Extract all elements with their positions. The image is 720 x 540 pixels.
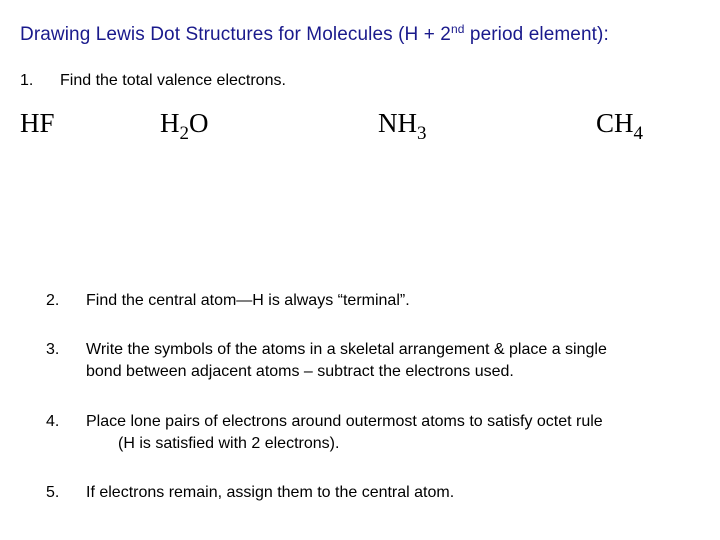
step-3-number: 3. [46,341,60,358]
formula-h2o-tail: O [189,108,209,138]
step-5-number: 5. [46,484,60,501]
step-1-number: 1. [20,72,34,89]
formula-ch4-base: CH [596,108,634,138]
formula-h2o [160,108,209,144]
step-3 [46,339,696,383]
step-4-number: 4. [46,413,60,430]
step-4-line-2: (H is satisfied with 2 electrons). [118,435,340,452]
formula-h2o-subscript: 2 [179,123,189,144]
step-2 [46,290,696,312]
formula-nh3-base: NH [378,108,417,138]
formula-nh3-subscript: 3 [417,123,427,144]
step-1 [20,72,286,90]
step-3-text [86,339,696,383]
title-suffix: period element): [464,24,609,45]
slide-title [20,24,609,46]
formula-h2o-base: H [160,108,180,138]
step-3-line-1: Write the symbols of the atoms in a skeletal arrangement & place a single [86,341,607,358]
formula-hf-base: HF [20,108,55,138]
formula-hf [20,108,55,139]
step-4-line-1: Place lone pairs of electrons around outermost atoms to satisfy octet rule [86,413,603,430]
formula-nh3 [378,108,427,144]
step-2-text: Find the central atom—H is always “terminal”. [86,292,410,309]
title-prefix: Drawing Lewis Dot Structures for Molecules (H + 2 [20,24,451,45]
formula-ch4-subscript: 4 [633,123,644,144]
step-1-text: Find the total valence electrons. [60,72,286,89]
title-superscript: nd [450,22,465,36]
formula-ch4 [596,108,644,144]
step-5-text: If electrons remain, assign them to the central atom. [86,484,455,501]
step-3-line-2: bond between adjacent atoms – subtract the electrons used. [86,363,514,380]
step-5 [46,482,696,504]
step-4 [46,411,696,455]
step-4-text [86,411,696,455]
step-2-number: 2. [46,292,60,309]
